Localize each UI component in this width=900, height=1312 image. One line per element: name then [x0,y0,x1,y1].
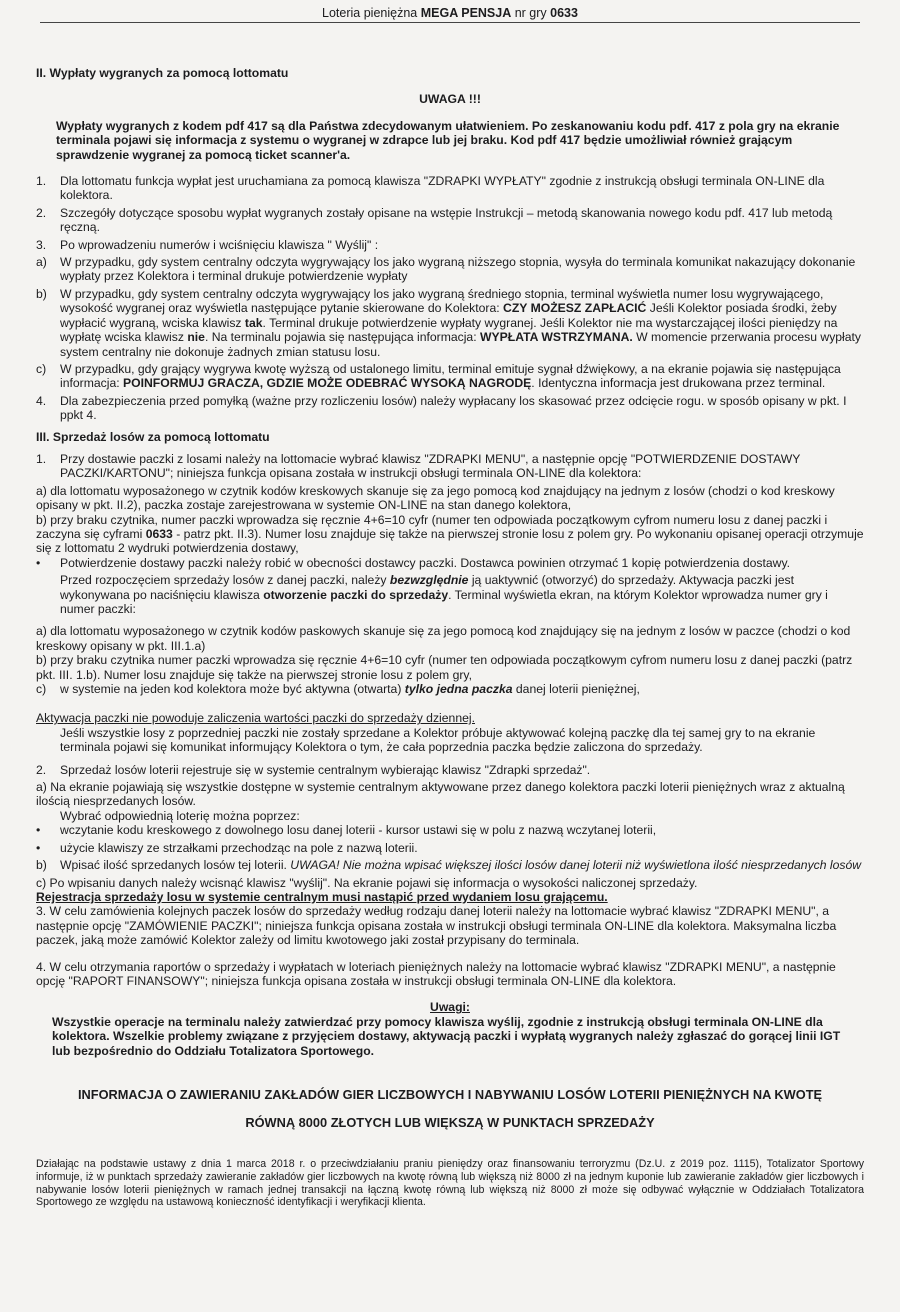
sec3-2-a: a) Na ekranie pojawiają się wszystkie dostępne w systemie centralnym aktywowane przez danego kolektora paczki loterii pieniężnych wraz z aktualną ilością niesprzedanych losów. [36,780,845,809]
sec2-item-c [36,362,864,391]
terminal-question: CZY MOŻESZ ZAPŁACIĆ [503,301,647,316]
item-number: 1. [36,451,47,466]
sec3-2c [36,682,864,696]
key-yes: tak [244,315,263,330]
item-text: Po wprowadzeniu numerów i wciśnięciu klawisza " Wyślij" : [60,237,379,252]
sec2-item-3 [36,238,864,252]
sec2-item-1 [36,174,864,203]
uwagi-text: Wszystkie operacje na terminalu należy zatwierdzać przy pomocy klawisza wyślij, zgodnie z instrukcją obsługi terminala ON-LINE dla kolektora. Wszelkie problemy związane z przyjęciem dostawy, aktywacją paczki i wypłatą wygranych należy zgłaszać do gorącej linii IGT lub bezpośrednio do Oddziału Totalizatora Sportowego. [52,1014,841,1058]
sec2-item-4 [36,394,864,423]
activation-note-detail: Jeśli wszystkie losy z poprzedniej paczki nie zostały sprzedane a Kolektor próbuje aktywować kolejną paczkę dla tej samej gry to na ekranie terminala pojawi się komunikat informujący Kolektora o tym, że cała poprzednia paczka będzie zaliczona do sprzedaży. [60,725,816,755]
sec3-2b: b) przy braku czytnika numer paczki wprowadza się ręcznie 4+6=10 cyfr (numer ten odpowiada początkowym cyfrom numeru losu z danej paczki (patrz pkt. III. 1.b). Numer losu znajduje się także na pierwszej stronie losu z polem gry, [36,653,853,682]
sec3-item-2 [36,763,864,777]
section-2-title: II. Wypłaty wygranych za pomocą lottomatu [36,66,289,80]
page-header [0,6,900,20]
text-run: . Terminal drukuje potwierdzenie wypłaty wygranej. Jeśli Kolektor nie ma wystarczającej ilości pieniędzy na wypłatę wciska klawisz [60,315,838,345]
activation-note: Aktywacja paczki nie powoduje zaliczenia wartości paczki do sprzedaży dziennej. [36,711,475,726]
terminal-message: WYPŁATA WSTRZYMANA. [479,330,633,345]
sec3-bullet-arrows [36,841,864,855]
sec2-item-b [36,287,864,359]
item-letter: b) [36,858,47,873]
text-run: w systemie na jeden kod kolektora może być aktywna (otwarta) [60,682,405,697]
item-text: Przy dostawie paczki z losami należy na lottomacie wybrać klawisz "ZDRAPKI MENU", a następnie opcję "POTWIERDZENIE DOSTAWY PACZKI/KARTONU"; niniejsza funkcja opisana została w instrukcji obsługi terminala ON-LINE dla kolektora: [60,451,801,481]
sec3-1a: a) dla lottomatu wyposażonego w czytnik kodów kreskowych skanuje się za jego pomocą kod znajdujący na jednym z losów (chodzi o kod kreskowy opisany w pkt. II.2), paczka zostaje zarejestrowana w systemie ON-LINE na stan danego kolektora, [36,483,835,513]
bullet: • [36,555,41,570]
sec3-item-4: 4. W celu otrzymania raportów o sprzedaży i wypłatach w loteriach pieniężnych należy na lottomacie wybrać klawisz "ZDRAPKI MENU", a następnie opcję "RAPORT FINANSOWY"; niniejsza funkcja opisana została w instrukcji obsługi terminala ON-LINE dla kolektora. [36,959,836,988]
lottery-name: MEGA PENSJA [420,6,512,20]
key-open-package: otworzenie paczki do sprzedaży [263,587,449,602]
pdf417-notice: Wypłaty wygranych z kodem pdf 417 są dla Państwa zdecydowanym ułatwieniem. Po zeskanowaniu kodu pdf. 417 z pola gry na ekranie terminala pojawi się informacja z systemu o wygranej w zdrapce lub jej braku. Kod pdf 417 będzie umożliwiał również grającym sprawdzenie wygranej za pomocą ticket scanner'a. [56,118,840,162]
sec2-item-2 [36,206,864,235]
item-text: Potwierdzenie dostawy paczki należy robić w obecności dostawcy paczki. Dostawca powinien otrzymać 1 kopię potwierdzenia dostawy. [60,555,791,570]
uwagi-heading: Uwagi: [430,1000,470,1015]
emphasis: tylko jedna paczka [404,682,513,697]
item-text: Sprzedaż losów loterii rejestruje się w systemie centralnym wybierając klawisz "Zdrapki sprzedaż". [60,762,591,777]
item-text: W przypadku, gdy system centralny odczyta wygrywający los jako wygraną niższego stopnia, wysyła do terminala komunikat nakazujący dokonanie wypłaty przez Kolektora i terminal drukuje potwierdzenie wypłaty [60,255,856,284]
text-run: danej loterii pieniężnej, [512,682,640,697]
item-text: Szczegóły dotyczące sposobu wypłat wygranych zostały opisane na wstępie Instrukcji – metodą skanowania nowego kodu pdf. 417 lub metodą ręczną. [60,205,833,235]
item-text: wczytanie kodu kreskowego z dowolnego losu danej loterii - kursor ustawi się w polu z nazwą wczytanej loterii, [60,823,657,838]
header-rule [40,22,860,23]
text-run: W momencie przerwania procesu wypłaty system centralny nie dokonuje żadnych zmian statusu losu. [60,330,862,359]
game-number-ref: 0633 [145,526,173,541]
sec3-item-3: 3. W celu zamówienia kolejnych paczek losów do sprzedaży według rodzaju danej loterii należy na lottomacie wybrać klawisz "ZDRAPKI MENU", a następnie opcję "ZAMÓWIENIE PACZKI"; niniejsza funkcja opisana została w instrukcji obsługi terminala ON-LINE dla kolektora. Maksymalna liczba paczek, jaką może zamówić Kolektor zależy od limitu kwotowego jaki został przypisany do terminala. [36,904,837,948]
sec3-activation-text [36,573,864,616]
sec3-2-choose: Wybrać odpowiednią loterię można poprzez: [60,808,300,823]
registration-note: Rejestracja sprzedaży losu w systemie centralnym musi nastąpić przed wydaniem losu grającemu. [36,889,608,904]
aml-info-text: Działając na podstawie ustawy z dnia 1 marca 2018 r. o przeciwdziałaniu praniu pieniędzy oraz finansowaniu terroryzmu (Dz.U. z 2019 poz. 1115), Totalizator Sportowy informuje, iż w punktach sprzedaży zawieranie zakładów gier liczbowych na kwotę równą lub większą niż 8000 zł na jednym kuponie lub zawieranie zakładów gier liczbowych i nabywanie losów loterii pieniężnych w ramach jednej transakcji na łączną kwotę równą lub większą niż 8000 zł może się odbywać wyłącznie w Oddziałach Totalizatora Sportowego ze względu na ustawową konieczność identyfikacji i weryfikacji klienta. [36,1158,864,1209]
info-title-line-2: RÓWNĄ 8000 ZŁOTYCH LUB WIĘKSZĄ W PUNKTACH SPRZEDAŻY [245,1114,655,1130]
item-number: 2. [36,762,47,777]
sec3-1b [36,513,864,556]
text-run: . Terminal wyświetla ekran, na którym Kolektor wprowadza numer gry i numer paczki: [60,587,828,616]
terminal-message: POINFORMUJ GRACZA, GDZIE MOŻE ODEBRAĆ WYSOKĄ NAGRODĘ [123,376,532,391]
bullet: • [36,840,41,855]
sec3-bullet-scan [36,823,864,837]
text-run: Jeśli Kolektor posiada środki, żeby wypłacić wygraną, wciska klawisz [60,301,837,330]
item-letter: c) [36,682,47,697]
text-run: W przypadku, gdy system centralny odczyta wygrywający los jako wygraną średniego stopnia, terminal wyświetla numer losu wygrywającego, wysokość wygranej oraz wyświetla następujące pytanie skierowane do Kolektora: [60,286,824,316]
sec3-2a: a) dla lottomatu wyposażonego w czytnik kodów paskowych skanuje się za jego pomocą kod znajdujący się na jednym z losów w paczce (chodzi o kod kreskowy opisany w pkt. III.1.a) [36,624,851,653]
text-run: . Na terminalu pojawia się następująca informacja: [204,330,480,345]
header-text-2: nr gry [511,6,551,20]
sec3-2-b [36,858,864,872]
uwaga-heading: UWAGA !!! [419,92,481,107]
text-run: W przypadku, gdy grający wygrywa kwotę wyższą od ustalonego limitu, terminal emituje sygnał dźwiękowy, a na ekranie pojawia się następująca informacja: [60,361,841,391]
text-run: b) przy braku czytnika, numer paczki wprowadza się ręcznie 4+6=10 cyfr (numer ten odpowiada początkowym cyfrom numeru losu z danej paczki i zaczyna się cyframi [36,512,828,541]
text-run: Przed rozpoczęciem sprzedaży losów z danej paczki, należy [60,573,390,588]
item-text: użycie klawiszy ze strzałkami przechodząc na pole z nazwą loterii. [60,840,418,855]
text-run: ją uaktywnić (otworzyć) do sprzedaży. Aktywacja paczki jest wykonywana po naciśnięciu klawisza [60,573,795,602]
sec3-2-c: c) Po wpisaniu danych należy wcisnąć klawisz "wyślij". Na ekranie pojawi się informacja o wysokości naliczonej sprzedaży. [36,875,698,890]
document-body [36,66,864,1209]
item-text: Dla zabezpieczenia przed pomyłką (ważne przy rozliczeniu losów) należy wypłacany los skasować przez odcięcie rogu. w sposób opisany w pkt. I ppkt 4. [60,393,847,423]
game-number: 0633 [550,6,578,20]
emphasis: bezwzględnie [389,573,469,588]
item-number: 4. [36,393,47,408]
warning-italic: UWAGA! Nie można wpisać większej ilości losów danej loterii niż wyświetlona ilość niesprzedanych losów [290,858,862,873]
sec3-bullet-delivery [36,556,864,570]
sec2-item-a [36,255,864,284]
text-run: - patrz pkt. II.3). Numer losu znajduje się także na pierwszej stronie losu z polem gry. Po wykonaniu opisanej operacji otrzymuje się z lottomatu 2 wydruki potwierdzenia dostawy, [36,526,864,556]
item-letter: a) [36,255,47,270]
item-letter: c) [36,361,47,376]
item-text: Dla lottomatu funkcja wypłat jest uruchamiana za pomocą klawisza "ZDRAPKI WYPŁATY" zgodnie z instrukcją obsługi terminala ON-LINE dla kolektora. [60,174,825,203]
text-run: . Identyczna informacja jest drukowana przez terminal. [531,376,826,391]
bullet: • [36,823,41,838]
item-letter: b) [36,286,47,301]
sec3-item-1 [36,452,864,481]
item-number: 3. [36,237,47,252]
section-3-title: III. Sprzedaż losów za pomocą lottomatu [36,429,270,444]
text-run: Wpisać ilość sprzedanych losów tej loterii. [60,858,291,873]
item-number: 1. [36,174,47,189]
item-number: 2. [36,205,47,220]
header-text: Loteria pieniężna [322,6,421,20]
key-no: nie [187,330,205,345]
info-title-line-1: INFORMACJA O ZAWIERANIU ZAKŁADÓW GIER LICZBOWYCH I NABYWANIU LOSÓW LOTERII PIENIĘŻNYCH NA KWOTĘ [77,1086,823,1102]
